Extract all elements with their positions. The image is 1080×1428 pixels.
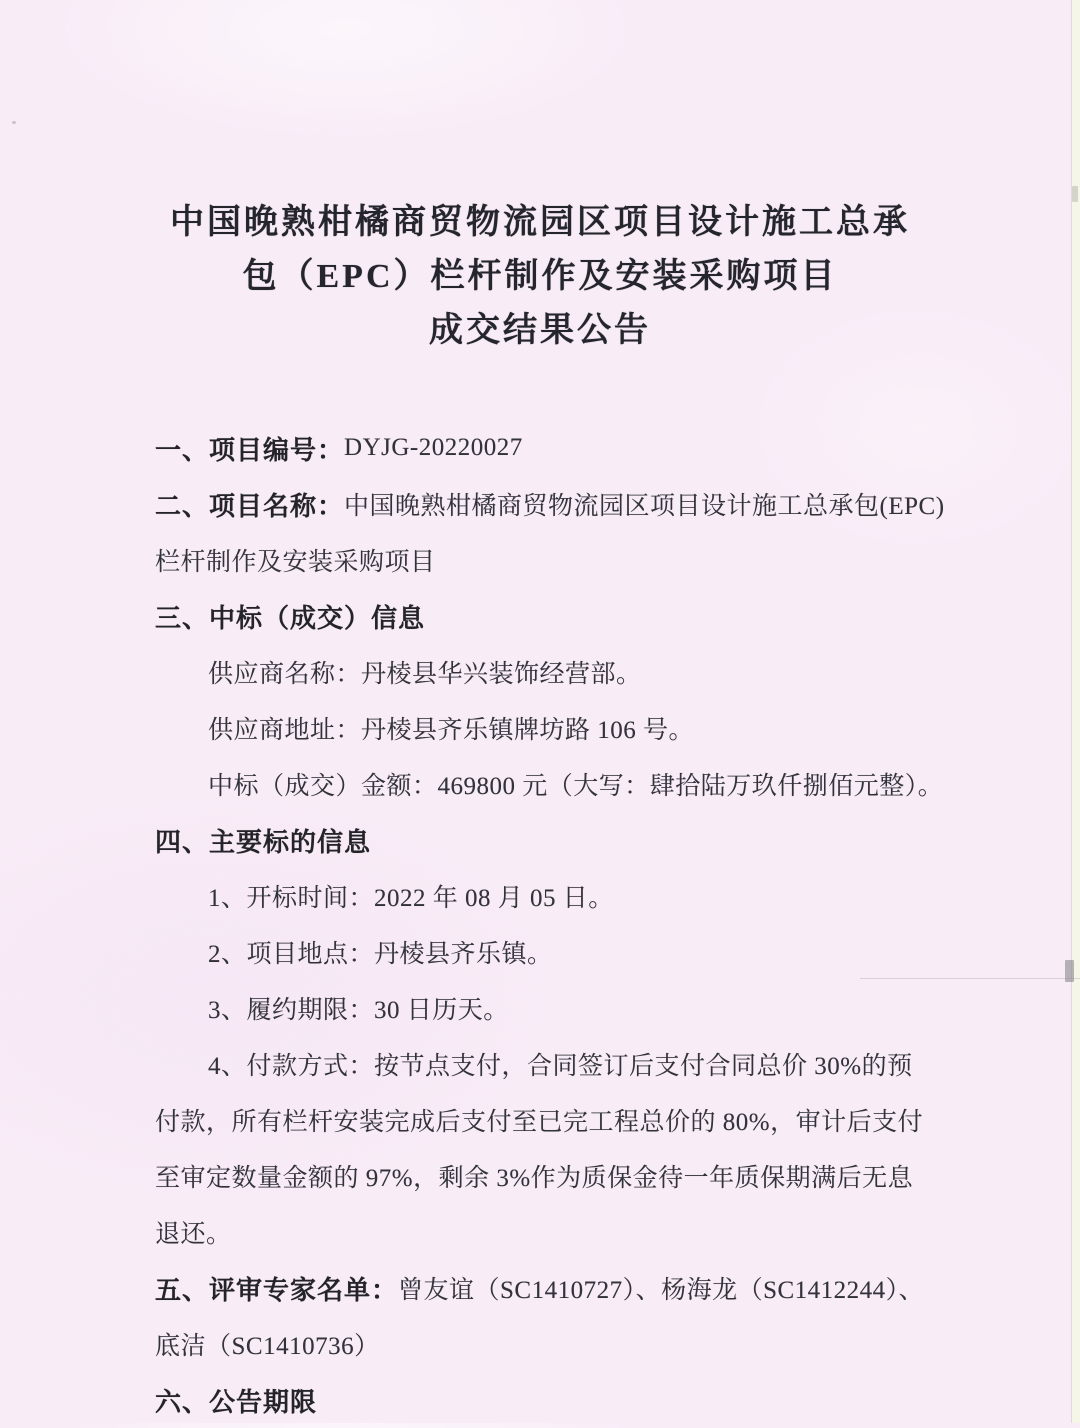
line-project-location <box>0 924 1080 980</box>
title-line-3: 成交结果公告 <box>429 312 651 349</box>
project-number-label: 一、项目编号： <box>155 434 345 465</box>
award-amount-value: 中标（成交）金额：469800 元（大写：肆拾陆万玖仟捌佰元整）。 <box>208 773 944 800</box>
project-location-value: 2、项目地点：丹棱县齐乐镇。 <box>208 941 553 968</box>
line-supplier-name <box>0 644 1080 700</box>
line-payment-method-1 <box>0 1036 1080 1092</box>
supplier-name-value: 供应商名称：丹棱县华兴装饰经营部。 <box>208 661 642 688</box>
project-number-value: DYJG-20220027 <box>344 434 523 461</box>
payment-method-text-4: 退还。 <box>155 1221 232 1248</box>
scan-page-edge <box>1071 0 1080 1423</box>
document-body <box>0 420 1080 1428</box>
line-expert-list <box>0 1260 1080 1316</box>
expert-list-value: 曾友谊（SC1410727）、杨海龙（SC1412244）、 <box>398 1277 925 1304</box>
line-project-number <box>0 420 1080 476</box>
line-payment-method-4 <box>0 1204 1080 1260</box>
announcement-period-heading-label: 六、公告期限 <box>155 1386 318 1417</box>
line-award-amount <box>0 756 1080 812</box>
title-line-1: 中国晚熟柑橘商贸物流园区项目设计施工总承 <box>170 204 910 241</box>
line-project-name-continued <box>0 532 1080 588</box>
expert-list-value-continued: 底洁（SC1410736） <box>155 1333 380 1360</box>
line-expert-list-continued <box>0 1316 1080 1372</box>
payment-method-text-1: 4、付款方式：按节点支付，合同签订后支付合同总价 30%的预 <box>208 1053 913 1080</box>
line-project-name <box>0 476 1080 532</box>
title-line-2: 包（EPC）栏杆制作及安装采购项目 <box>242 258 838 295</box>
performance-period-value: 3、履约期限：30 日历天。 <box>208 997 509 1024</box>
line-payment-method-2 <box>0 1092 1080 1148</box>
line-bid-opening-time <box>0 868 1080 924</box>
line-supplier-address <box>0 700 1080 756</box>
heading-award-info <box>0 588 1080 644</box>
project-name-label: 二、项目名称： <box>155 490 345 521</box>
project-name-value-continued: 栏杆制作及安装采购项目 <box>155 549 436 576</box>
supplier-address-value: 供应商地址：丹棱县齐乐镇牌坊路 106 号。 <box>208 717 695 744</box>
expert-list-heading-label: 五、评审专家名单： <box>155 1274 399 1305</box>
project-name-value: 中国晚熟柑橘商贸物流园区项目设计施工总承包(EPC) <box>344 493 945 520</box>
heading-subject-info <box>0 812 1080 868</box>
bid-opening-time-value: 1、开标时间：2022 年 08 月 05 日。 <box>208 885 614 912</box>
heading-announcement-period <box>0 1372 1080 1428</box>
document-title <box>0 0 1080 358</box>
award-info-heading-label: 三、中标（成交）信息 <box>155 602 426 633</box>
payment-method-text-3: 至审定数量金额的 97%，剩余 3%作为质保金待一年质保期满后无息 <box>155 1165 914 1192</box>
line-performance-period <box>0 980 1080 1036</box>
subject-info-heading-label: 四、主要标的信息 <box>155 826 372 857</box>
line-payment-method-3 <box>0 1148 1080 1204</box>
payment-method-text-2: 付款，所有栏杆安装完成后支付至已完工程总价的 80%，审计后支付 <box>155 1109 924 1136</box>
